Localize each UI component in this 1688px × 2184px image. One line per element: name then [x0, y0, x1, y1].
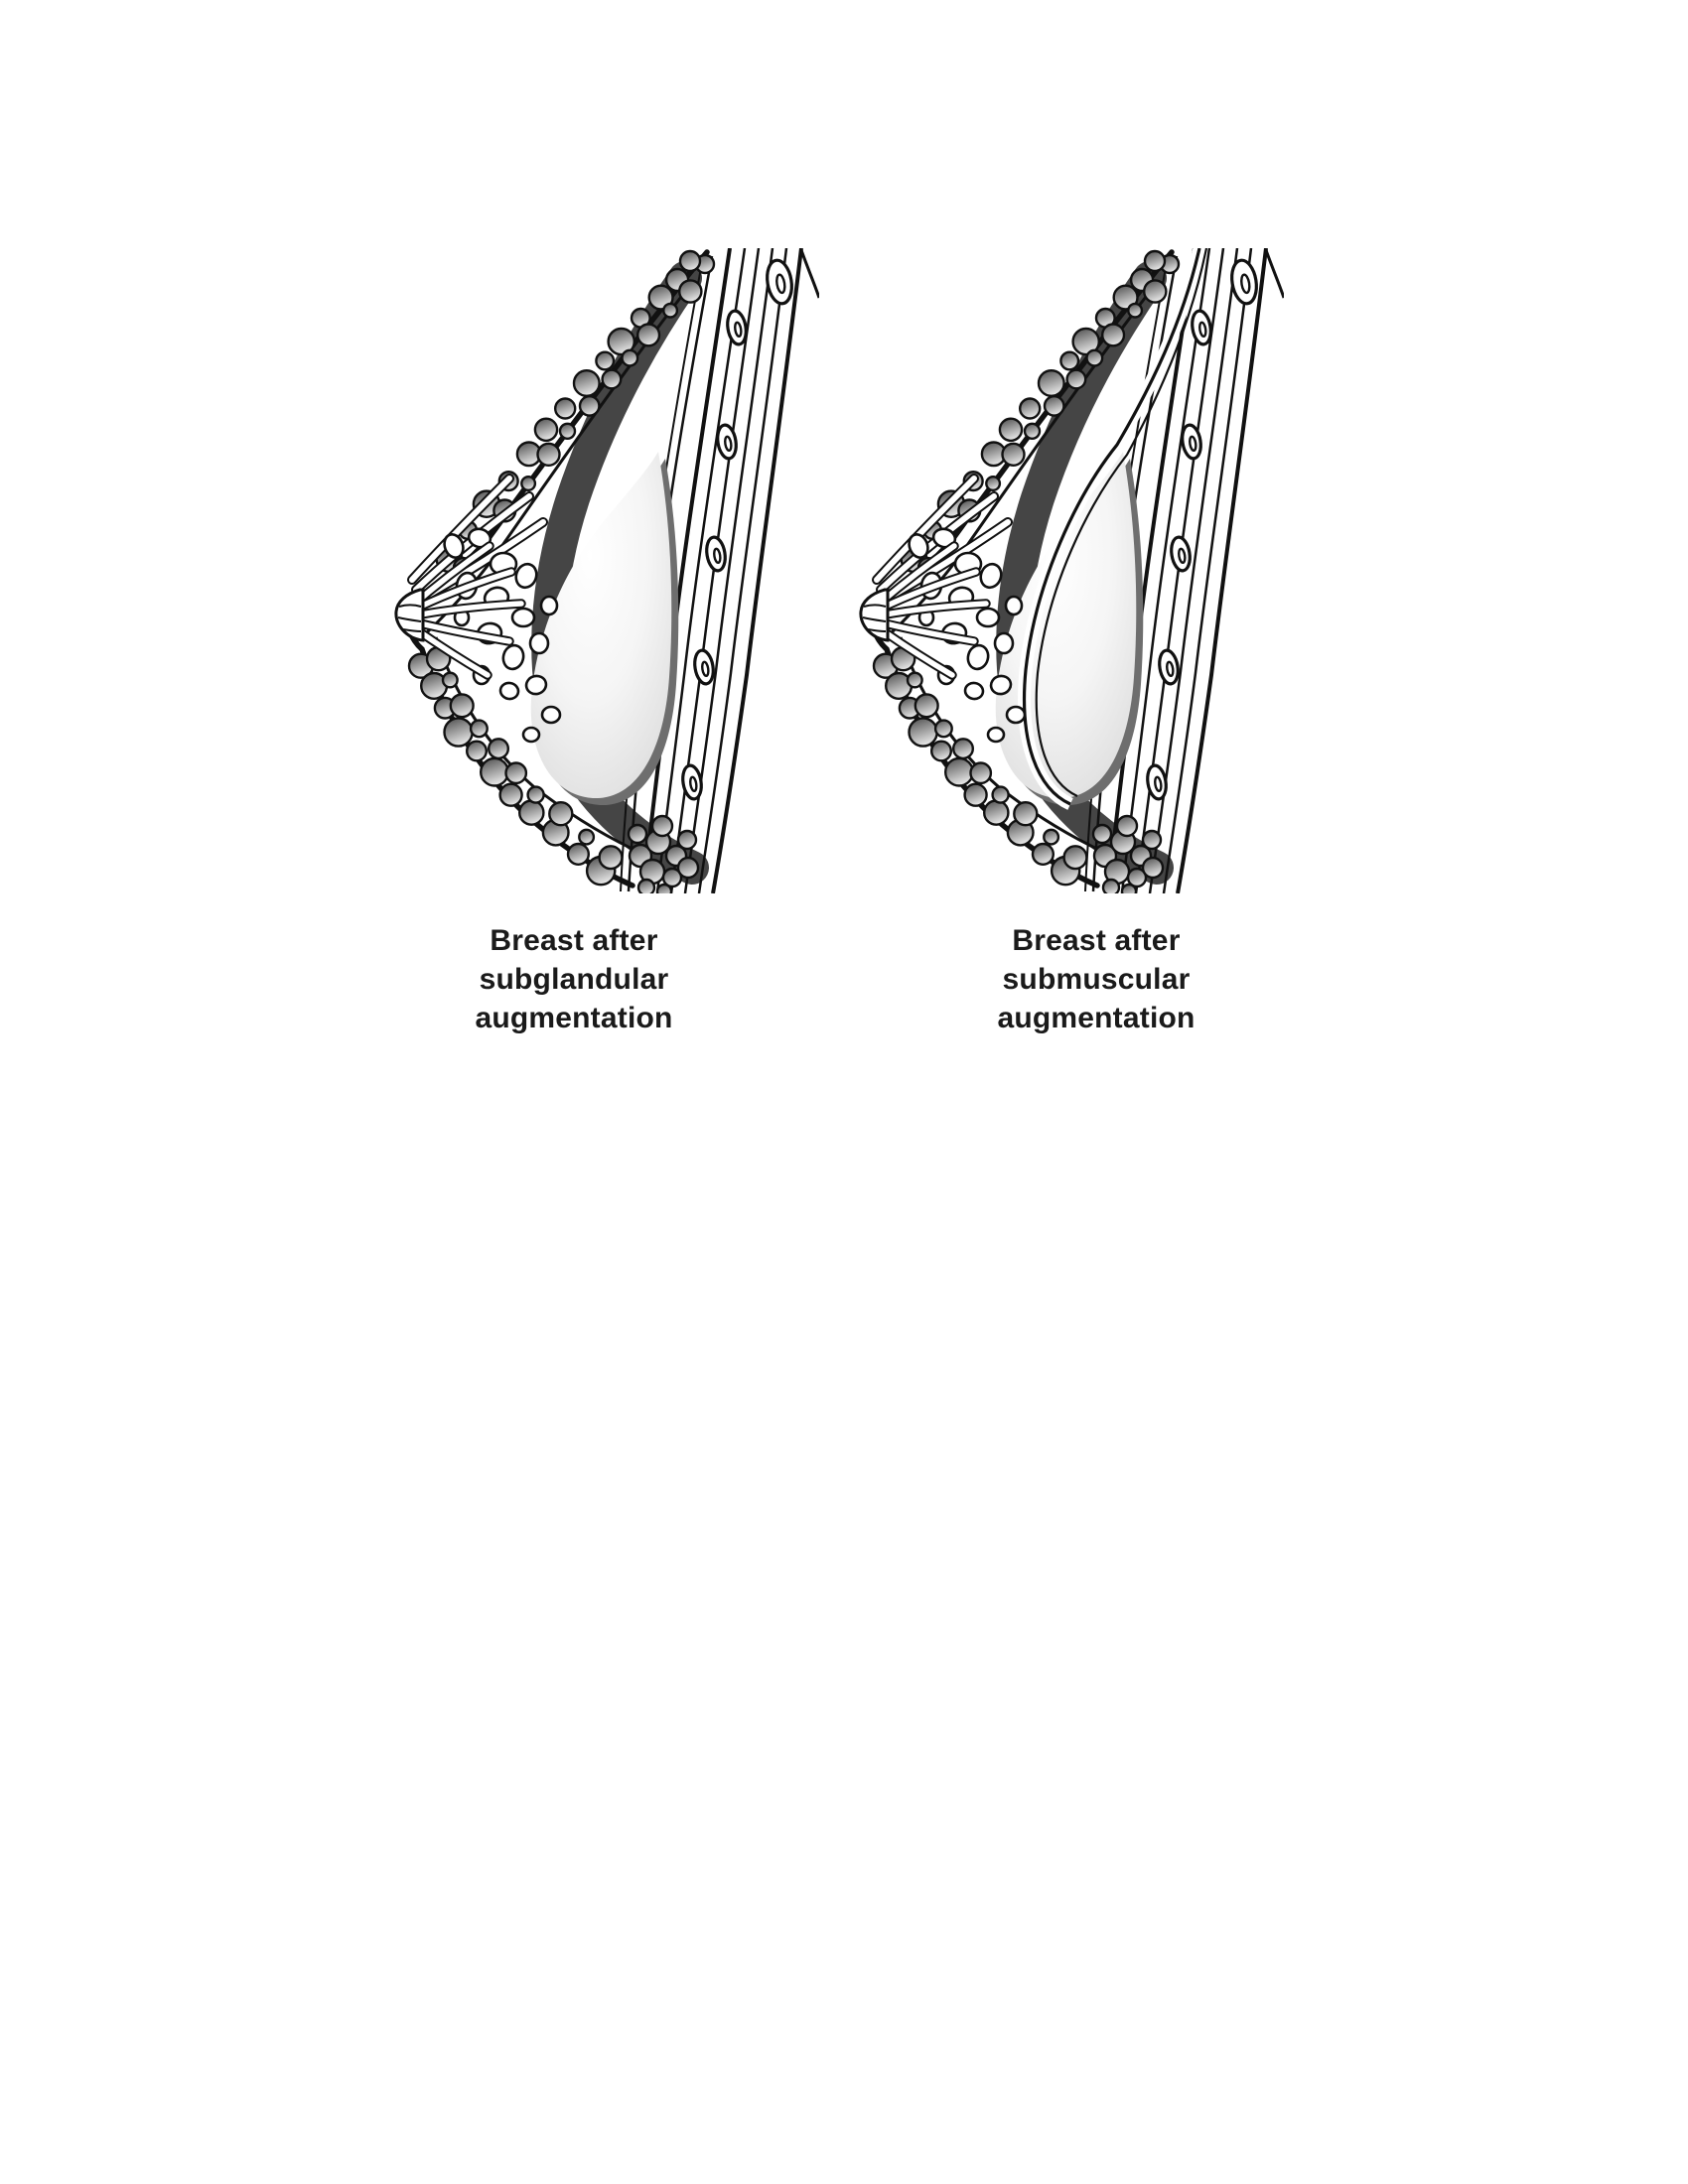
fat-lobule	[931, 742, 951, 761]
fat-lobule	[910, 718, 937, 746]
fat-lobule	[1145, 251, 1165, 271]
fat-lobule	[1117, 816, 1137, 836]
fat-lobule	[657, 885, 671, 893]
fat-lobule	[1122, 885, 1136, 893]
rib-cross-section	[765, 258, 795, 305]
fat-lobule	[549, 802, 572, 825]
fat-lobule	[451, 694, 474, 717]
nipple	[861, 590, 888, 640]
fat-lobule	[1064, 846, 1087, 869]
fat-lobule	[971, 763, 991, 783]
caption-submuscular	[927, 921, 1265, 1037]
fat-lobule	[908, 673, 922, 688]
fat-lobule	[443, 673, 458, 688]
fat-lobule	[993, 787, 1009, 803]
fat-lobule	[1143, 858, 1163, 878]
fat-lobule	[568, 844, 589, 865]
fat-lobule	[678, 858, 698, 878]
fat-lobule	[965, 784, 987, 806]
subglandular-illustration	[392, 248, 819, 893]
fat-lobule	[521, 477, 535, 490]
nipple	[396, 590, 423, 640]
fat-lobule	[986, 477, 1000, 490]
fat-lobule	[652, 816, 672, 836]
rib-cross-section	[715, 424, 738, 460]
fat-lobule	[471, 721, 488, 738]
fat-lobule	[953, 739, 973, 758]
fat-lobule	[538, 444, 560, 466]
fat-lobule	[600, 846, 623, 869]
breast-implant	[531, 452, 672, 798]
fat-lobule	[535, 419, 557, 441]
rib-cross-section	[1229, 258, 1260, 305]
fat-lobule	[1067, 370, 1086, 389]
fat-lobule	[1033, 844, 1054, 865]
caption-line: Breast after	[1012, 924, 1181, 957]
caption-line: augmentation	[997, 1002, 1196, 1034]
breast-implant	[996, 452, 1137, 798]
submuscular-illustration	[857, 248, 1284, 893]
fat-lobule	[555, 399, 575, 419]
fat-lobule	[1045, 396, 1063, 415]
fat-lobule	[580, 396, 599, 415]
rib-cross-section	[1169, 536, 1192, 572]
fat-lobule	[935, 721, 952, 738]
fat-lobule	[1020, 399, 1040, 419]
fat-lobule	[637, 325, 659, 346]
caption-line: submuscular	[1002, 963, 1191, 996]
caption-subglandular	[405, 921, 743, 1037]
fat-lobule	[623, 350, 638, 366]
fat-lobule	[638, 880, 654, 893]
rib-cross-section	[692, 649, 715, 685]
rib-cross-section	[1190, 310, 1212, 345]
fat-lobule	[1025, 424, 1040, 439]
caption-line: subglandular	[479, 963, 669, 996]
rib-cross-section	[1180, 424, 1202, 460]
fat-lobule	[915, 694, 938, 717]
fat-lobule	[1128, 304, 1142, 318]
fat-lobule	[629, 825, 646, 843]
fat-lobule	[506, 763, 526, 783]
rib-cross-section	[725, 310, 748, 345]
fat-lobule	[663, 304, 677, 318]
fat-lobule	[1102, 325, 1124, 346]
fat-lobule	[467, 742, 487, 761]
fat-lobule	[1000, 419, 1022, 441]
fat-lobule	[603, 370, 622, 389]
fat-lobule	[445, 718, 473, 746]
fat-lobule	[579, 830, 594, 845]
figure-subglandular-diagram	[392, 248, 819, 893]
rib-cross-section	[704, 536, 727, 572]
fat-lobule	[1144, 280, 1166, 302]
fat-lobule	[1003, 444, 1025, 466]
fat-lobule	[945, 758, 973, 786]
fat-lobule	[596, 352, 614, 370]
fat-lobule	[1014, 802, 1037, 825]
fat-lobule	[500, 784, 522, 806]
fat-lobule	[481, 758, 508, 786]
fat-lobule	[1044, 830, 1058, 845]
fat-lobule	[680, 251, 700, 271]
caption-line: Breast after	[490, 924, 658, 957]
fat-lobule	[1143, 831, 1161, 849]
fat-lobule	[519, 801, 543, 825]
fat-lobule	[1039, 370, 1064, 396]
fat-lobule	[1093, 825, 1111, 843]
fat-lobule	[1087, 350, 1103, 366]
caption-line: augmentation	[475, 1002, 673, 1034]
fat-lobule	[679, 280, 701, 302]
fat-lobule	[489, 739, 508, 758]
fat-lobule	[574, 370, 600, 396]
rib-cross-section	[1157, 649, 1180, 685]
fat-lobule	[1060, 352, 1078, 370]
fat-lobule	[1103, 880, 1119, 893]
fat-lobule	[678, 831, 696, 849]
figure-submuscular-diagram	[857, 248, 1284, 893]
fat-lobule	[528, 787, 544, 803]
fat-lobule	[984, 801, 1008, 825]
fat-lobule	[560, 424, 575, 439]
